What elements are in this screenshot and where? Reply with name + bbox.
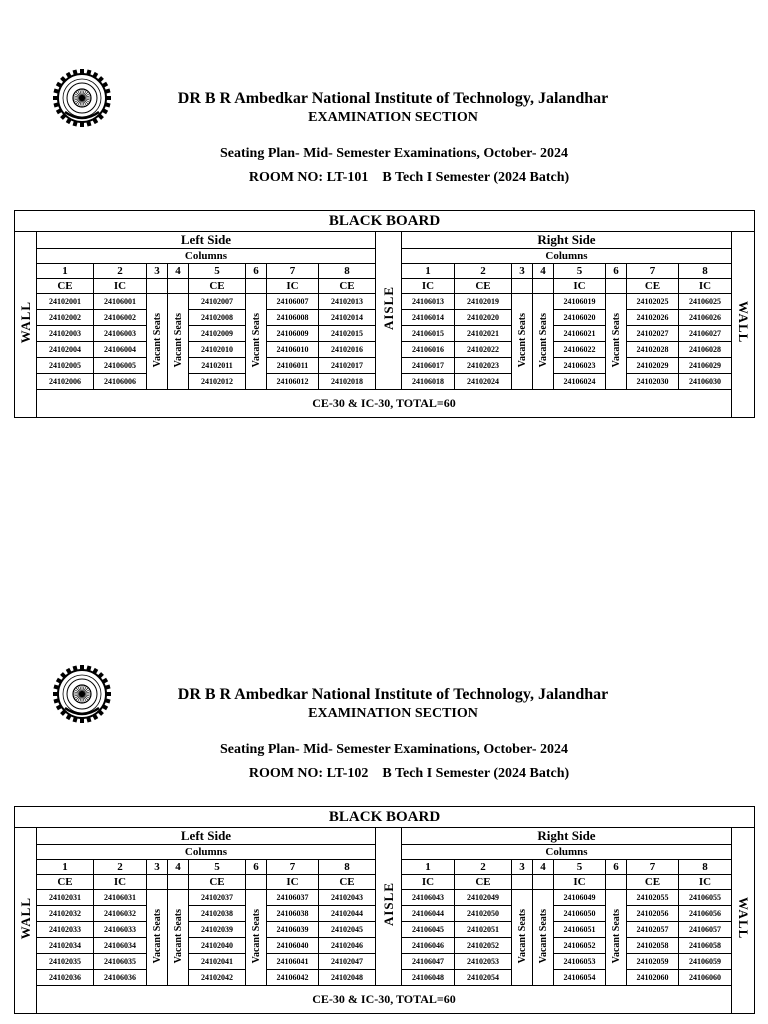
seating-table: [14, 210, 755, 418]
roll-number: 24106011: [267, 358, 319, 374]
roll-number: 24106010: [267, 342, 319, 358]
branch-label: IC: [402, 279, 455, 294]
columns-label: Columns: [37, 249, 376, 264]
roll-number: 24102018: [319, 374, 376, 390]
roll-number: 24102026: [627, 310, 679, 326]
total-summary: CE-30 & IC-30, TOTAL=60: [37, 986, 732, 1014]
vacant-column: [606, 875, 627, 890]
roll-number: 24106053: [554, 954, 606, 970]
roll-number: 24102056: [627, 906, 679, 922]
roll-number: 24102013: [319, 294, 376, 310]
roll-number: 24102030: [627, 374, 679, 390]
column-number: 7: [267, 860, 319, 875]
vacant-column: [533, 875, 554, 890]
roll-number: 24102027: [627, 326, 679, 342]
roll-number: 24106049: [554, 890, 606, 906]
aisle-label: AISLE: [376, 232, 402, 390]
roll-number: 24106056: [679, 906, 732, 922]
roll-number: 24102017: [319, 358, 376, 374]
vacant-seats-label: Vacant Seats: [168, 890, 189, 986]
roll-number: 24106016: [402, 342, 455, 358]
roll-number: 24102010: [189, 342, 246, 358]
roll-number: 24106024: [554, 374, 606, 390]
roll-number: 24106055: [679, 890, 732, 906]
roll-number: 24106029: [679, 358, 732, 374]
vacant-seats-label: Vacant Seats: [168, 294, 189, 390]
wall-left: WALL: [15, 828, 37, 1014]
roll-number: 24102041: [189, 954, 246, 970]
roll-number: 24102016: [319, 342, 376, 358]
vacant-column: [512, 279, 533, 294]
column-number: 5: [554, 860, 606, 875]
column-number: 1: [37, 860, 94, 875]
roll-number: 24106015: [402, 326, 455, 342]
roll-number: 24106039: [267, 922, 319, 938]
roll-number: 24102033: [37, 922, 94, 938]
branch-label: CE: [319, 279, 376, 294]
roll-number: 24106025: [679, 294, 732, 310]
roll-number: 24106044: [402, 906, 455, 922]
vacant-seats-label: Vacant Seats: [246, 294, 267, 390]
total-summary: CE-30 & IC-30, TOTAL=60: [37, 390, 732, 418]
roll-number: 24106008: [267, 310, 319, 326]
branch-label: CE: [37, 279, 94, 294]
roll-number: 24102011: [189, 358, 246, 374]
institute-name: DR B R Ambedkar National Institute of Technology, Jalandhar: [177, 90, 609, 107]
vacant-seats-label: Vacant Seats: [533, 890, 554, 986]
branch-label: IC: [402, 875, 455, 890]
columns-label: Columns: [402, 249, 732, 264]
roll-number: 24106018: [402, 374, 455, 390]
roll-number: 24102060: [627, 970, 679, 986]
vacant-seats-label: Vacant Seats: [533, 294, 554, 390]
roll-number: 24106002: [94, 310, 147, 326]
roll-number: 24106045: [402, 922, 455, 938]
roll-number: 24102005: [37, 358, 94, 374]
column-number: 6: [606, 860, 627, 875]
vacant-column: [533, 279, 554, 294]
branch-label: CE: [189, 279, 246, 294]
column-number: 5: [189, 860, 246, 875]
column-number: 1: [37, 264, 94, 279]
roll-number: 24106026: [679, 310, 732, 326]
roll-number: 24102031: [37, 890, 94, 906]
roll-number: 24106040: [267, 938, 319, 954]
vacant-column: [246, 875, 267, 890]
roll-number: 24102022: [455, 342, 512, 358]
roll-number: 24106005: [94, 358, 147, 374]
roll-number: 24106030: [679, 374, 732, 390]
left-side-label: Left Side: [37, 232, 376, 249]
vacant-seats-label: Vacant Seats: [246, 890, 267, 986]
roll-number: 24102054: [455, 970, 512, 986]
wall-right: WALL: [732, 828, 755, 1014]
roll-number: 24102052: [455, 938, 512, 954]
column-number: 3: [512, 860, 533, 875]
roll-number: 24106014: [402, 310, 455, 326]
roll-number: 24102049: [455, 890, 512, 906]
column-number: 7: [627, 264, 679, 279]
roll-number: 24106001: [94, 294, 147, 310]
branch-label: IC: [554, 875, 606, 890]
vacant-seats-label: Vacant Seats: [512, 890, 533, 986]
roll-number: 24106043: [402, 890, 455, 906]
wall-left: WALL: [15, 232, 37, 418]
roll-number: 24106004: [94, 342, 147, 358]
roll-number: 24102006: [37, 374, 94, 390]
roll-number: 24102014: [319, 310, 376, 326]
roll-number: 24106035: [94, 954, 147, 970]
column-number: 7: [267, 264, 319, 279]
roll-number: 24102015: [319, 326, 376, 342]
vacant-column: [246, 279, 267, 294]
vacant-seats-label: Vacant Seats: [512, 294, 533, 390]
roll-number: 24102040: [189, 938, 246, 954]
roll-number: 24106006: [94, 374, 147, 390]
column-number: 1: [402, 860, 455, 875]
right-side-label: Right Side: [402, 828, 732, 845]
branch-label: IC: [554, 279, 606, 294]
right-side-label: Right Side: [402, 232, 732, 249]
roll-number: 24102012: [189, 374, 246, 390]
roll-number: 24106034: [94, 938, 147, 954]
column-number: 3: [512, 264, 533, 279]
roll-number: 24102029: [627, 358, 679, 374]
roll-number: 24102057: [627, 922, 679, 938]
branch-label: CE: [189, 875, 246, 890]
roll-number: 24102003: [37, 326, 94, 342]
roll-number: 24106057: [679, 922, 732, 938]
roll-number: 24102021: [455, 326, 512, 342]
branch-label: IC: [267, 875, 319, 890]
column-number: 8: [679, 860, 732, 875]
roll-number: 24102038: [189, 906, 246, 922]
vacant-seats-label: Vacant Seats: [147, 294, 168, 390]
columns-label: Columns: [402, 845, 732, 860]
roll-number: 24106028: [679, 342, 732, 358]
roll-number: 24102042: [189, 970, 246, 986]
roll-number: 24102007: [189, 294, 246, 310]
roll-number: 24102046: [319, 938, 376, 954]
roll-number: 24102034: [37, 938, 94, 954]
column-number: 1: [402, 264, 455, 279]
roll-number: 24102009: [189, 326, 246, 342]
room-info: ROOM NO: LT-101 B Tech I Semester (2024 Batch): [248, 170, 570, 185]
branch-label: CE: [319, 875, 376, 890]
roll-number: 24102002: [37, 310, 94, 326]
roll-number: 24102045: [319, 922, 376, 938]
roll-number: 24106013: [402, 294, 455, 310]
left-side-label: Left Side: [37, 828, 376, 845]
roll-number: 24102055: [627, 890, 679, 906]
column-number: 2: [455, 264, 512, 279]
roll-number: 24102051: [455, 922, 512, 938]
roll-number: 24106003: [94, 326, 147, 342]
roll-number: 24106054: [554, 970, 606, 986]
black-board-label: BLACK BOARD: [15, 807, 755, 828]
column-number: 6: [246, 264, 267, 279]
roll-number: 24106050: [554, 906, 606, 922]
branch-label: CE: [37, 875, 94, 890]
aisle-label: AISLE: [376, 828, 402, 986]
column-number: 7: [627, 860, 679, 875]
roll-number: 24102043: [319, 890, 376, 906]
roll-number: 24102023: [455, 358, 512, 374]
roll-number: 24106037: [267, 890, 319, 906]
column-number: 8: [319, 860, 376, 875]
roll-number: 24106048: [402, 970, 455, 986]
roll-number: 24106036: [94, 970, 147, 986]
roll-number: 24102047: [319, 954, 376, 970]
roll-number: 24102048: [319, 970, 376, 986]
branch-label: CE: [455, 279, 512, 294]
column-number: 4: [533, 264, 554, 279]
section-title: EXAMINATION SECTION: [308, 110, 478, 125]
vacant-seats-label: Vacant Seats: [606, 294, 627, 390]
roll-number: 24106058: [679, 938, 732, 954]
branch-label: CE: [627, 875, 679, 890]
roll-number: 24106007: [267, 294, 319, 310]
roll-number: 24106052: [554, 938, 606, 954]
columns-label: Columns: [37, 845, 376, 860]
column-number: 8: [319, 264, 376, 279]
branch-label: IC: [679, 279, 732, 294]
roll-number: 24106023: [554, 358, 606, 374]
roll-number: 24102039: [189, 922, 246, 938]
roll-number: 24106019: [554, 294, 606, 310]
roll-number: 24106031: [94, 890, 147, 906]
vacant-seats-label: Vacant Seats: [606, 890, 627, 986]
column-number: 4: [168, 264, 189, 279]
vacant-column: [168, 875, 189, 890]
roll-number: 24102025: [627, 294, 679, 310]
branch-label: CE: [455, 875, 512, 890]
column-number: 3: [147, 860, 168, 875]
roll-number: 24106038: [267, 906, 319, 922]
branch-label: IC: [94, 279, 147, 294]
vacant-column: [606, 279, 627, 294]
roll-number: 24106041: [267, 954, 319, 970]
vacant-column: [147, 875, 168, 890]
vacant-seats-label: Vacant Seats: [147, 890, 168, 986]
section-title: EXAMINATION SECTION: [308, 706, 478, 721]
roll-number: 24102044: [319, 906, 376, 922]
branch-label: IC: [679, 875, 732, 890]
roll-number: 24102004: [37, 342, 94, 358]
roll-number: 24106020: [554, 310, 606, 326]
column-number: 8: [679, 264, 732, 279]
roll-number: 24106021: [554, 326, 606, 342]
column-number: 2: [94, 264, 147, 279]
column-number: 6: [606, 264, 627, 279]
institute-name: DR B R Ambedkar National Institute of Technology, Jalandhar: [177, 686, 609, 703]
column-number: 6: [246, 860, 267, 875]
roll-number: 24102024: [455, 374, 512, 390]
roll-number: 24102019: [455, 294, 512, 310]
branch-label: IC: [94, 875, 147, 890]
wall-right: WALL: [732, 232, 755, 418]
roll-number: 24106012: [267, 374, 319, 390]
roll-number: 24106032: [94, 906, 147, 922]
roll-number: 24102020: [455, 310, 512, 326]
black-board-label: BLACK BOARD: [15, 211, 755, 232]
seating-plan-title: Seating Plan- Mid- Semester Examinations, October- 2024: [219, 146, 569, 161]
seating-table: [14, 806, 755, 1014]
column-number: 4: [168, 860, 189, 875]
roll-number: 24102008: [189, 310, 246, 326]
roll-number: 24106060: [679, 970, 732, 986]
roll-number: 24102058: [627, 938, 679, 954]
column-number: 2: [94, 860, 147, 875]
branch-label: CE: [627, 279, 679, 294]
vacant-column: [147, 279, 168, 294]
roll-number: 24106047: [402, 954, 455, 970]
vacant-column: [512, 875, 533, 890]
roll-number: 24102032: [37, 906, 94, 922]
roll-number: 24102035: [37, 954, 94, 970]
vacant-column: [168, 279, 189, 294]
roll-number: 24102050: [455, 906, 512, 922]
roll-number: 24102037: [189, 890, 246, 906]
column-number: 3: [147, 264, 168, 279]
roll-number: 24106042: [267, 970, 319, 986]
column-number: 5: [554, 264, 606, 279]
room-info: ROOM NO: LT-102 B Tech I Semester (2024 Batch): [248, 766, 570, 781]
roll-number: 24106027: [679, 326, 732, 342]
roll-number: 24106046: [402, 938, 455, 954]
roll-number: 24106022: [554, 342, 606, 358]
roll-number: 24102053: [455, 954, 512, 970]
roll-number: 24102001: [37, 294, 94, 310]
column-number: 2: [455, 860, 512, 875]
roll-number: 24106033: [94, 922, 147, 938]
column-number: 4: [533, 860, 554, 875]
seating-plan-title: Seating Plan- Mid- Semester Examinations, October- 2024: [219, 742, 569, 757]
roll-number: 24102036: [37, 970, 94, 986]
roll-number: 24106009: [267, 326, 319, 342]
roll-number: 24102059: [627, 954, 679, 970]
roll-number: 24106059: [679, 954, 732, 970]
roll-number: 24106017: [402, 358, 455, 374]
column-number: 5: [189, 264, 246, 279]
roll-number: 24106051: [554, 922, 606, 938]
branch-label: IC: [267, 279, 319, 294]
roll-number: 24102028: [627, 342, 679, 358]
